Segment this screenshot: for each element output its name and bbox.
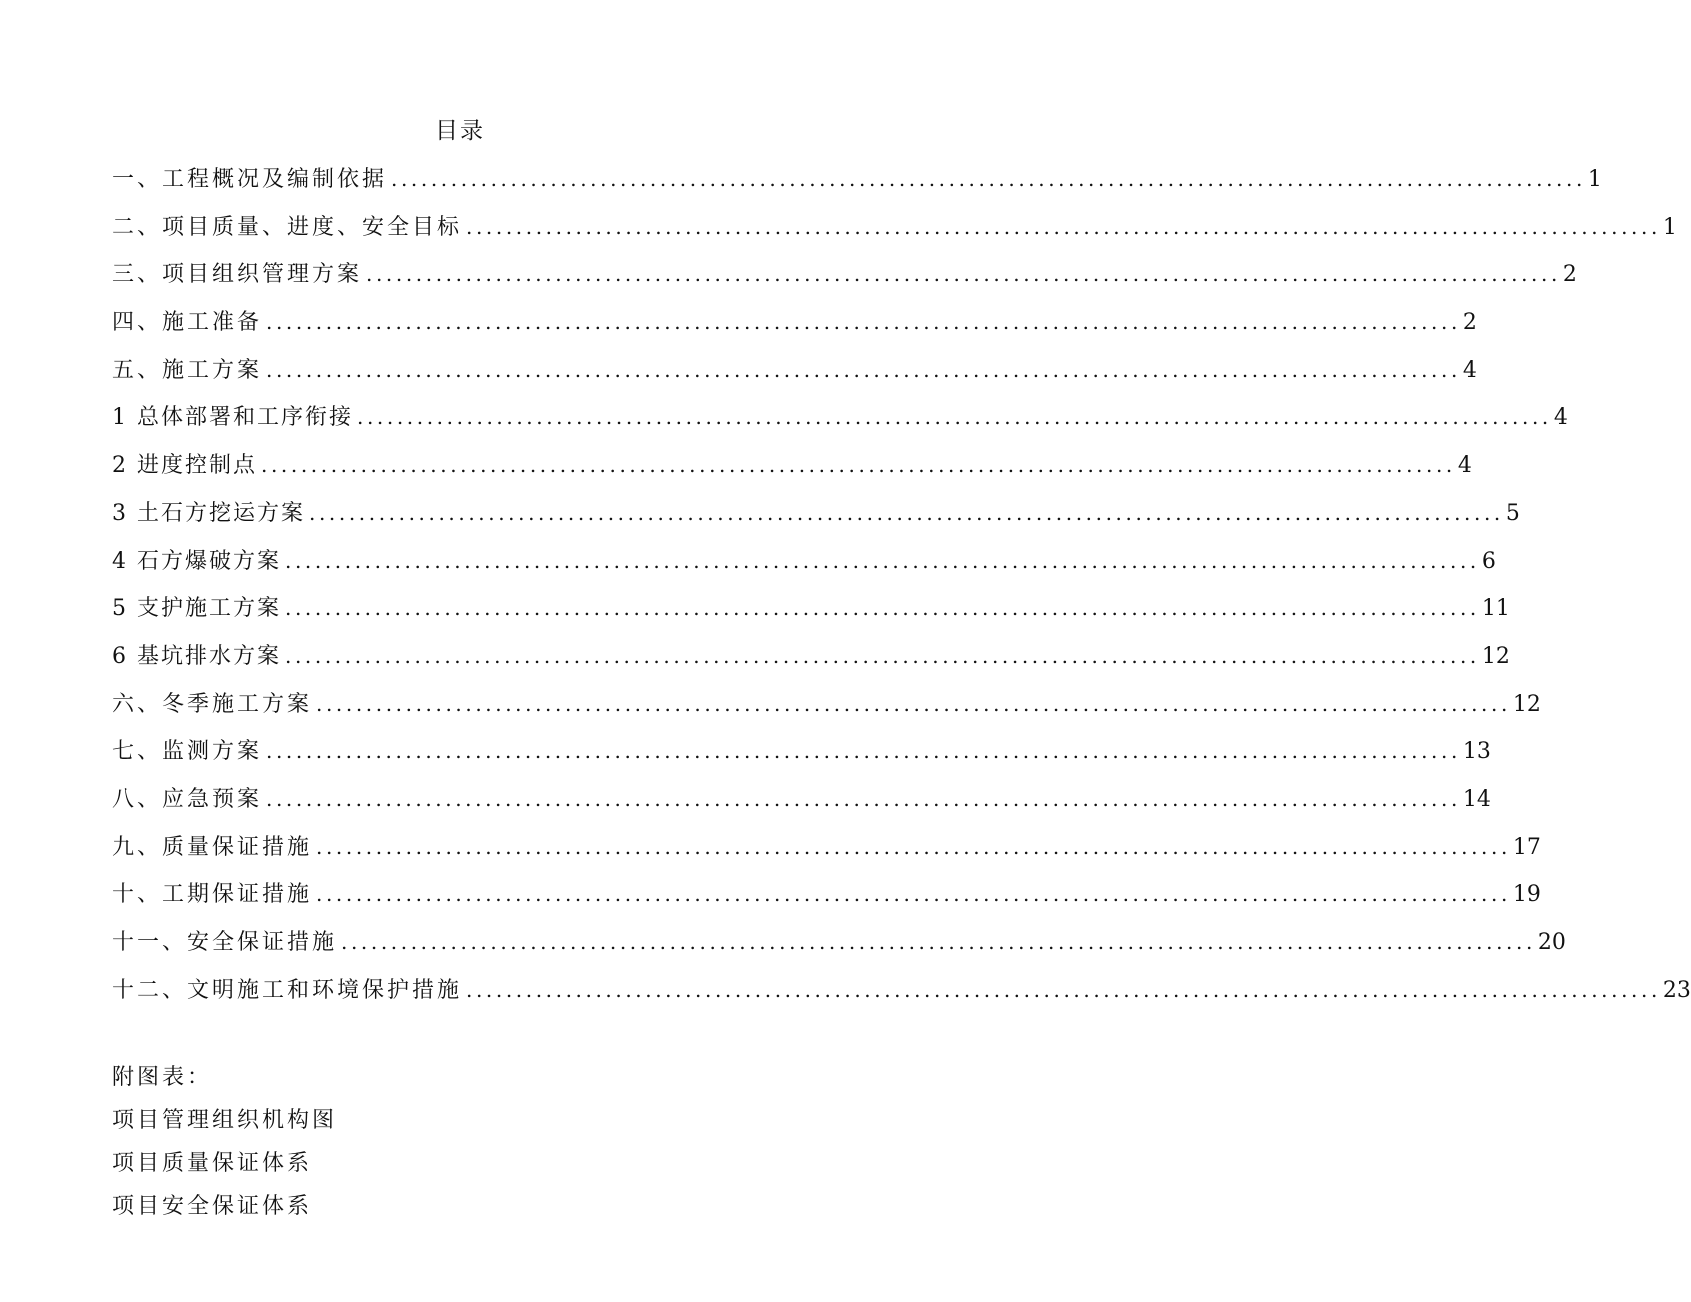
toc-entry[interactable] [112, 824, 1541, 872]
toc-entry[interactable] [112, 299, 1477, 347]
toc-entry-label: 4 石方爆破方案 [112, 548, 281, 574]
toc-entry-label: 十二、文明施工和环境保护措施 [112, 977, 463, 1003]
appendix-section [112, 1056, 337, 1228]
toc-entry-label: 七、监测方案 [112, 739, 263, 765]
toc-dot-leader: ........................................................................................................................ [341, 930, 1536, 954]
toc-dot-leader: ........................................................................................................................ [316, 882, 1511, 907]
toc-entry-page-number: 20 [1537, 930, 1566, 955]
toc-dot-leader: ........................................................................................................................ [266, 357, 1461, 382]
toc-entry[interactable] [112, 919, 1566, 967]
toc-entry-label: 六、冬季施工方案 [112, 691, 313, 717]
toc-entry-page-number: 1 [1662, 214, 1677, 240]
toc-entry-page-number: 5 [1505, 500, 1520, 526]
toc-entry-page-number: 6 [1481, 548, 1496, 574]
toc-dot-leader: ........................................................................................................................ [285, 596, 1480, 621]
toc-entry[interactable] [112, 776, 1491, 824]
appendix-heading: 附图表： [112, 1065, 213, 1090]
toc-entry[interactable] [112, 156, 1602, 204]
toc-entry-label: 十一、安全保证措施 [112, 930, 338, 955]
toc-entry-page-number: 14 [1462, 786, 1491, 812]
toc-dot-leader: ........................................................................................................................ [309, 500, 1504, 525]
toc-entry[interactable] [112, 681, 1541, 729]
toc-entry-page-number: 23 [1662, 977, 1691, 1003]
toc-entry-label: 三、项目组织管理方案 [112, 262, 363, 288]
toc-entry-label: 2 进度控制点 [112, 453, 257, 479]
toc-entry[interactable] [112, 633, 1510, 681]
toc-entry-page-number: 2 [1562, 262, 1577, 288]
toc-entry[interactable] [112, 204, 1677, 252]
toc-entry-page-number: 19 [1512, 882, 1541, 908]
toc-dot-leader: ........................................................................................................................ [266, 786, 1461, 811]
toc-entry-label: 3 土石方挖运方案 [112, 500, 305, 526]
toc-entry-page-number: 1 [1587, 167, 1602, 192]
toc-entry-label: 五、施工方案 [112, 357, 263, 383]
toc-entry-label: 八、应急预案 [112, 786, 263, 812]
appendix-item: 项目管理组织机构图 [112, 1108, 338, 1133]
toc-entry[interactable] [112, 871, 1541, 919]
toc-entry-label: 5 支护施工方案 [112, 596, 281, 622]
toc-dot-leader: ........................................................................................................................ [357, 405, 1552, 430]
toc-dot-leader: ........................................................................................................................ [466, 977, 1661, 1002]
toc-entry[interactable] [112, 585, 1510, 633]
toc-entry-page-number: 11 [1481, 596, 1510, 622]
toc-entry-page-number: 17 [1512, 834, 1541, 860]
toc-entry-page-number: 4 [1462, 357, 1477, 383]
toc-entry-page-number: 4 [1457, 453, 1472, 479]
toc-entry-label: 一、工程概况及编制依据 [112, 167, 388, 192]
toc-entry-label: 四、施工准备 [112, 310, 263, 336]
toc-entry[interactable] [112, 251, 1577, 299]
toc-entry-label: 二、项目质量、进度、安全目标 [112, 214, 463, 240]
toc-dot-leader: ........................................................................................................................ [261, 453, 1456, 478]
toc-entry[interactable] [112, 490, 1520, 538]
toc-entry-page-number: 2 [1462, 310, 1477, 336]
toc-dot-leader: ........................................................................................................................ [316, 691, 1511, 716]
toc-entry-page-number: 12 [1512, 691, 1541, 717]
toc-entry[interactable] [112, 442, 1472, 490]
toc-entry-label: 十、工期保证措施 [112, 882, 313, 908]
toc-entry[interactable] [112, 347, 1477, 395]
toc-entry-page-number: 12 [1481, 643, 1510, 669]
toc-dot-leader: ........................................................................................................................ [391, 167, 1586, 191]
toc-entry-page-number: 4 [1553, 405, 1568, 431]
toc-entry-label: 九、质量保证措施 [112, 834, 313, 860]
toc-dot-leader: ........................................................................................................................ [316, 834, 1511, 859]
toc-dot-leader: ........................................................................................................................ [285, 643, 1480, 668]
toc-entry-label: 1 总体部署和工序衔接 [112, 405, 353, 431]
toc-dot-leader: ........................................................................................................................ [266, 739, 1461, 764]
toc-entry[interactable] [112, 728, 1491, 776]
toc-entry-label: 6 基坑排水方案 [112, 643, 281, 669]
toc-title: 目录 [435, 118, 485, 144]
toc-entry[interactable] [112, 394, 1568, 442]
toc-list [112, 156, 1691, 1014]
appendix-item: 项目安全保证体系 [112, 1194, 313, 1219]
toc-entry-page-number: 13 [1462, 739, 1491, 765]
toc-entry[interactable] [112, 538, 1496, 586]
toc-entry[interactable] [112, 967, 1691, 1015]
toc-dot-leader: ........................................................................................................................ [285, 548, 1480, 573]
toc-dot-leader: ........................................................................................................................ [366, 262, 1561, 287]
toc-dot-leader: ........................................................................................................................ [466, 214, 1661, 239]
toc-dot-leader: ........................................................................................................................ [266, 310, 1461, 335]
appendix-item: 项目质量保证体系 [112, 1151, 313, 1176]
